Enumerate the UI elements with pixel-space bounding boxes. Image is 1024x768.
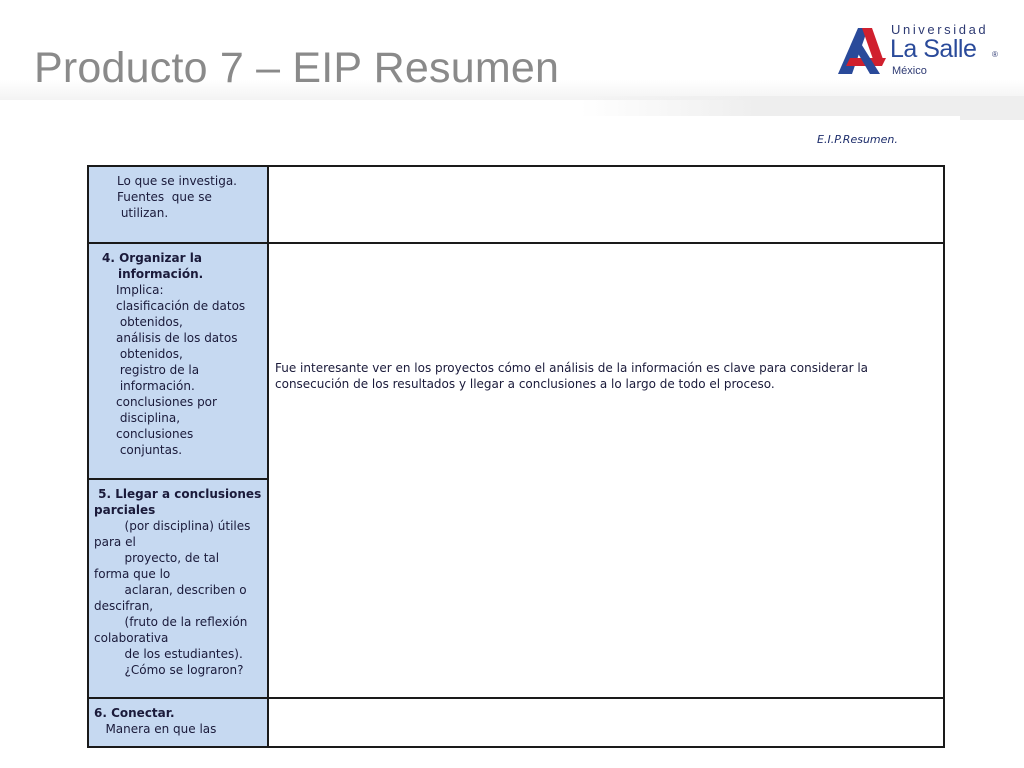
logo-universidad: Universidad [891,22,989,37]
lasalle-star-icon [836,22,888,78]
row-content-cell [268,698,944,747]
logo-mexico: México [892,65,927,77]
label-line: conjuntas. [116,443,183,457]
content-line: consecución de los resultados y llegar a conclusiones a lo largo de todo el proceso. [275,377,775,391]
logo-lasalle: La Salle [890,35,977,63]
label-line: ¿Cómo se lograron? [94,663,244,677]
label-line: 5. Llegar a conclusiones [94,487,262,501]
label-line: disciplina, [116,411,181,425]
logo-registered: ® [992,50,998,59]
label-line: Implica: [116,283,164,297]
label-line: registro de la [116,363,200,377]
label-line: obtenidos, [116,315,183,329]
label-line: aclaran, describen o [94,583,247,597]
label-line: parciales [94,503,156,517]
label-line: conclusiones por [116,395,217,409]
eip-summary-table [87,165,945,748]
document-header: E.I.P.Resumen. [817,133,898,146]
label-line: para el [94,535,136,549]
row-label-cell [88,243,268,479]
label-line: de los estudiantes). [94,647,243,661]
label-line: obtenidos, [116,347,183,361]
label-line: información. [116,379,195,393]
label-line: Fuentes que se [117,190,212,204]
label-line: 6. Conectar. [94,706,175,720]
row-label-cell [88,698,268,747]
lasalle-logo [836,18,1006,80]
label-line: descifran, [94,599,154,613]
label-line: forma que lo [94,567,171,581]
label-line: información. [118,267,204,281]
label-line: análisis de los datos [116,331,238,345]
row-label-cell [88,479,268,698]
label-line: clasificación de datos [116,299,246,313]
label-line: conclusiones [116,427,194,441]
row-content-cell [268,243,944,698]
table-row [88,166,944,243]
label-line: proyecto, de tal [94,551,220,565]
label-line: (fruto de la reflexión [94,615,248,629]
label-line: Manera en que las [94,722,217,736]
table-row [88,698,944,747]
label-line: utilizan. [117,206,169,220]
label-line: Lo que se investiga. [117,174,237,188]
label-line: colaborativa [94,631,169,645]
label-line: 4. Organizar la [102,251,202,265]
content-line: Fue interesante ver en los proyectos cómo el análisis de la información es clave para considerar la [275,361,869,375]
row-content-cell [268,166,944,243]
row-label-cell [88,166,268,243]
label-line: (por disciplina) útiles [94,519,251,533]
table-row [88,243,944,479]
slide-title: Producto 7 – EIP Resumen [34,44,560,92]
